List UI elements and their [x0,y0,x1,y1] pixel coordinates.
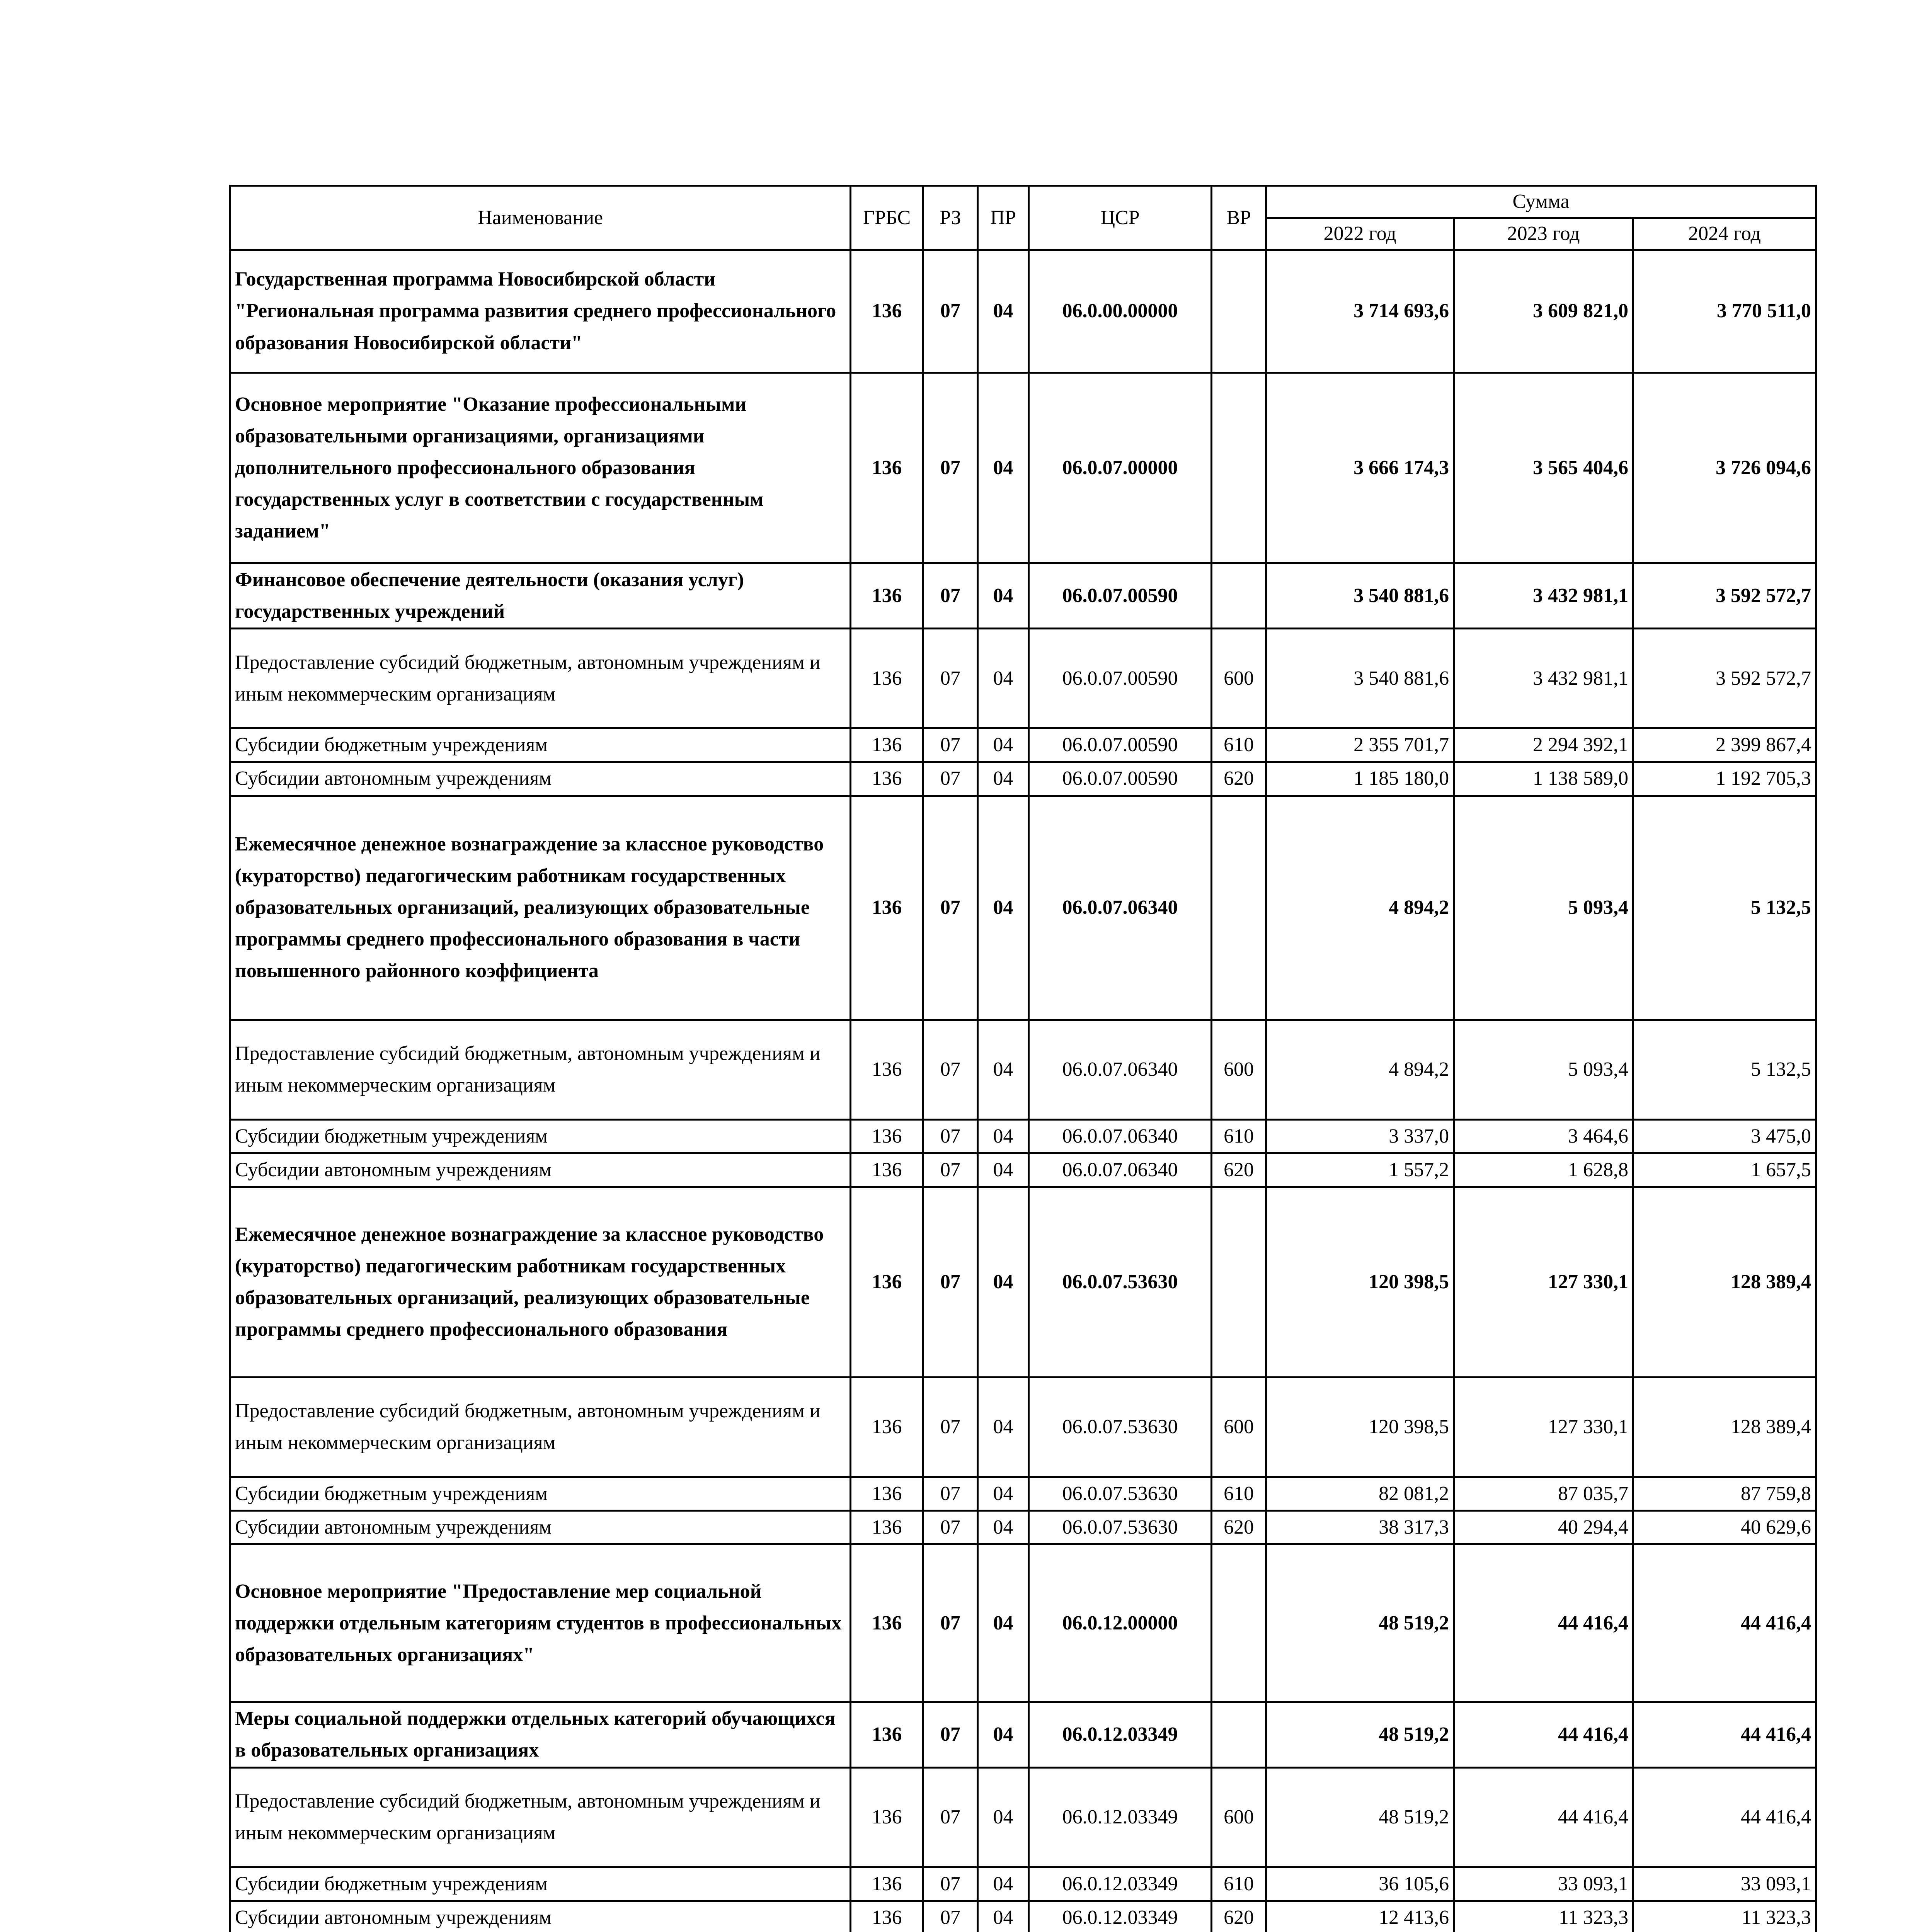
cell-grbs: 136 [851,1867,923,1901]
cell-grbs: 136 [851,629,923,728]
cell-v2022: 1 185 180,0 [1266,762,1454,796]
cell-vr: 600 [1212,1377,1266,1477]
table-row [230,1153,1816,1187]
cell-grbs: 136 [851,1020,923,1119]
header-vr: ВР [1212,186,1266,250]
table-row [230,1511,1816,1544]
header-grbs: ГРБС [851,186,923,250]
cell-name: Основное мероприятие "Оказание профессиональными образовательными организациями, организациями дополнительного профессионального образования государственных услуг в соответствии с государственным заданием" [230,373,851,563]
cell-v2022: 4 894,2 [1266,796,1454,1020]
cell-rz: 07 [923,1767,977,1867]
cell-rz: 07 [923,1477,977,1510]
cell-vr: 610 [1212,1477,1266,1510]
cell-v2024: 33 093,1 [1633,1867,1816,1901]
cell-grbs: 136 [851,728,923,762]
cell-vr [1212,563,1266,629]
cell-csr: 06.0.07.53630 [1029,1511,1212,1544]
cell-v2023: 2 294 392,1 [1454,728,1633,762]
cell-vr: 610 [1212,1867,1266,1901]
cell-v2023: 127 330,1 [1454,1187,1633,1377]
cell-pr: 04 [978,1767,1029,1867]
cell-v2022: 48 519,2 [1266,1767,1454,1867]
cell-csr: 06.0.12.03349 [1029,1867,1212,1901]
table-row [230,250,1816,373]
cell-rz: 07 [923,728,977,762]
cell-name: Предоставление субсидий бюджетным, автономным учреждениям и иным некоммерческим организациям [230,1767,851,1867]
cell-vr: 600 [1212,1767,1266,1867]
table-row [230,629,1816,728]
cell-v2023: 5 093,4 [1454,1020,1633,1119]
cell-csr: 06.0.07.00000 [1029,373,1212,563]
cell-name: Субсидии бюджетным учреждениям [230,1477,851,1510]
cell-rz: 07 [923,563,977,629]
table-row [230,1544,1816,1702]
cell-v2024: 128 389,4 [1633,1187,1816,1377]
cell-name: Субсидии автономным учреждениям [230,1901,851,1932]
cell-rz: 07 [923,250,977,373]
cell-vr: 600 [1212,1020,1266,1119]
cell-rz: 07 [923,1867,977,1901]
cell-pr: 04 [978,728,1029,762]
cell-pr: 04 [978,563,1029,629]
cell-csr: 06.0.07.00590 [1029,728,1212,762]
table-row [230,1020,1816,1119]
cell-v2023: 87 035,7 [1454,1477,1633,1510]
cell-vr: 620 [1212,762,1266,796]
cell-vr: 610 [1212,1119,1266,1153]
cell-csr: 06.0.12.03349 [1029,1702,1212,1767]
cell-vr [1212,1544,1266,1702]
cell-v2023: 5 093,4 [1454,796,1633,1020]
cell-vr: 620 [1212,1153,1266,1187]
cell-csr: 06.0.12.00000 [1029,1544,1212,1702]
cell-name: Субсидии автономным учреждениям [230,762,851,796]
table-row [230,1767,1816,1867]
cell-vr [1212,1187,1266,1377]
cell-pr: 04 [978,1377,1029,1477]
table-row [230,762,1816,796]
table-row [230,1867,1816,1901]
cell-pr: 04 [978,1187,1029,1377]
cell-name: Финансовое обеспечение деятельности (оказания услуг) государственных учреждений [230,563,851,629]
cell-v2023: 127 330,1 [1454,1377,1633,1477]
cell-csr: 06.0.07.06340 [1029,796,1212,1020]
cell-v2023: 11 323,3 [1454,1901,1633,1932]
cell-vr [1212,250,1266,373]
cell-v2023: 3 432 981,1 [1454,563,1633,629]
cell-name: Основное мероприятие "Предоставление мер социальной поддержки отдельным категориям студентов в профессиональных образовательных организациях" [230,1544,851,1702]
cell-v2024: 3 726 094,6 [1633,373,1816,563]
cell-name: Субсидии автономным учреждениям [230,1511,851,1544]
header-csr: ЦСР [1029,186,1212,250]
cell-v2022: 3 540 881,6 [1266,629,1454,728]
cell-rz: 07 [923,796,977,1020]
cell-grbs: 136 [851,1702,923,1767]
cell-name: Предоставление субсидий бюджетным, автономным учреждениям и иным некоммерческим организациям [230,1377,851,1477]
cell-name: Субсидии автономным учреждениям [230,1153,851,1187]
cell-csr: 06.0.07.53630 [1029,1377,1212,1477]
cell-v2022: 12 413,6 [1266,1901,1454,1932]
cell-v2024: 3 592 572,7 [1633,563,1816,629]
cell-csr: 06.0.07.53630 [1029,1477,1212,1510]
cell-pr: 04 [978,1901,1029,1932]
table-row [230,1377,1816,1477]
cell-grbs: 136 [851,373,923,563]
cell-v2023: 44 416,4 [1454,1702,1633,1767]
cell-v2023: 44 416,4 [1454,1767,1633,1867]
cell-v2022: 3 337,0 [1266,1119,1454,1153]
cell-v2024: 5 132,5 [1633,1020,1816,1119]
cell-pr: 04 [978,1119,1029,1153]
cell-grbs: 136 [851,1377,923,1477]
cell-vr: 600 [1212,629,1266,728]
cell-pr: 04 [978,250,1029,373]
cell-pr: 04 [978,373,1029,563]
cell-vr [1212,373,1266,563]
cell-v2024: 1 657,5 [1633,1153,1816,1187]
cell-rz: 07 [923,1020,977,1119]
cell-v2022: 120 398,5 [1266,1187,1454,1377]
cell-v2024: 128 389,4 [1633,1377,1816,1477]
cell-v2022: 3 666 174,3 [1266,373,1454,563]
table-row [230,796,1816,1020]
cell-v2023: 1 138 589,0 [1454,762,1633,796]
cell-grbs: 136 [851,762,923,796]
cell-v2023: 1 628,8 [1454,1153,1633,1187]
cell-grbs: 136 [851,1511,923,1544]
cell-v2022: 3 540 881,6 [1266,563,1454,629]
cell-pr: 04 [978,1544,1029,1702]
cell-v2024: 3 592 572,7 [1633,629,1816,728]
cell-v2023: 3 464,6 [1454,1119,1633,1153]
header-2022: 2022 год [1266,218,1454,250]
cell-grbs: 136 [851,1901,923,1932]
cell-grbs: 136 [851,1767,923,1867]
cell-rz: 07 [923,762,977,796]
table-row [230,373,1816,563]
cell-pr: 04 [978,1702,1029,1767]
cell-name: Меры социальной поддержки отдельных категорий обучающихся в образовательных организациях [230,1702,851,1767]
cell-csr: 06.0.07.00590 [1029,629,1212,728]
cell-pr: 04 [978,1477,1029,1510]
cell-rz: 07 [923,1901,977,1932]
cell-v2022: 36 105,6 [1266,1867,1454,1901]
cell-v2024: 5 132,5 [1633,796,1816,1020]
cell-grbs: 136 [851,1153,923,1187]
cell-csr: 06.0.07.00590 [1029,762,1212,796]
table-row [230,1477,1816,1510]
header-sum: Сумма [1266,186,1816,218]
cell-v2024: 11 323,3 [1633,1901,1816,1932]
cell-name: Предоставление субсидий бюджетным, автономным учреждениям и иным некоммерческим организациям [230,1020,851,1119]
header-rz: РЗ [923,186,977,250]
cell-rz: 07 [923,1187,977,1377]
cell-csr: 06.0.00.00000 [1029,250,1212,373]
cell-name: Ежемесячное денежное вознаграждение за классное руководство (кураторство) педагогическим работникам государственных образовательных организаций, реализующих образовательные программы среднего профессионального образования в части повышенного районного коэффициента [230,796,851,1020]
table-body [230,250,1816,1932]
cell-rz: 07 [923,1544,977,1702]
cell-grbs: 136 [851,563,923,629]
cell-v2024: 1 192 705,3 [1633,762,1816,796]
cell-pr: 04 [978,1867,1029,1901]
cell-pr: 04 [978,1511,1029,1544]
cell-name: Ежемесячное денежное вознаграждение за классное руководство (кураторство) педагогическим работникам государственных образовательных организаций, реализующих образовательные программы среднего профессионального образования [230,1187,851,1377]
cell-v2022: 38 317,3 [1266,1511,1454,1544]
table-row [230,1187,1816,1377]
cell-v2022: 1 557,2 [1266,1153,1454,1187]
cell-v2022: 4 894,2 [1266,1020,1454,1119]
cell-v2022: 82 081,2 [1266,1477,1454,1510]
cell-vr [1212,796,1266,1020]
cell-csr: 06.0.12.03349 [1029,1767,1212,1867]
table-row [230,1119,1816,1153]
cell-v2022: 2 355 701,7 [1266,728,1454,762]
table-row [230,1702,1816,1767]
cell-grbs: 136 [851,250,923,373]
cell-pr: 04 [978,1020,1029,1119]
cell-v2024: 3 770 511,0 [1633,250,1816,373]
budget-table [229,185,1817,1932]
table-header [230,186,1816,250]
cell-name: Государственная программа Новосибирской области "Региональная программа развития среднего профессионального образования Новосибирской области" [230,250,851,373]
cell-vr: 610 [1212,728,1266,762]
table-row [230,728,1816,762]
cell-v2023: 3 432 981,1 [1454,629,1633,728]
cell-rz: 07 [923,373,977,563]
cell-grbs: 136 [851,1187,923,1377]
cell-v2023: 33 093,1 [1454,1867,1633,1901]
cell-rz: 07 [923,1702,977,1767]
cell-csr: 06.0.07.53630 [1029,1187,1212,1377]
cell-grbs: 136 [851,1544,923,1702]
cell-pr: 04 [978,796,1029,1020]
cell-rz: 07 [923,1511,977,1544]
cell-v2022: 120 398,5 [1266,1377,1454,1477]
cell-grbs: 136 [851,1477,923,1510]
cell-v2022: 48 519,2 [1266,1702,1454,1767]
cell-rz: 07 [923,629,977,728]
cell-csr: 06.0.12.03349 [1029,1901,1212,1932]
table-row [230,1901,1816,1932]
header-2023: 2023 год [1454,218,1633,250]
cell-v2022: 48 519,2 [1266,1544,1454,1702]
cell-v2024: 44 416,4 [1633,1544,1816,1702]
header-name: Наименование [230,186,851,250]
cell-csr: 06.0.07.06340 [1029,1020,1212,1119]
cell-v2024: 40 629,6 [1633,1511,1816,1544]
cell-v2023: 3 565 404,6 [1454,373,1633,563]
cell-name: Предоставление субсидий бюджетным, автономным учреждениям и иным некоммерческим организациям [230,629,851,728]
cell-vr: 620 [1212,1901,1266,1932]
cell-v2024: 3 475,0 [1633,1119,1816,1153]
cell-rz: 07 [923,1153,977,1187]
header-2024: 2024 год [1633,218,1816,250]
cell-v2024: 44 416,4 [1633,1702,1816,1767]
cell-v2024: 87 759,8 [1633,1477,1816,1510]
cell-rz: 07 [923,1377,977,1477]
cell-name: Субсидии бюджетным учреждениям [230,1119,851,1153]
cell-v2022: 3 714 693,6 [1266,250,1454,373]
cell-v2023: 44 416,4 [1454,1544,1633,1702]
cell-grbs: 136 [851,1119,923,1153]
header-pr: ПР [978,186,1029,250]
cell-v2023: 3 609 821,0 [1454,250,1633,373]
cell-rz: 07 [923,1119,977,1153]
cell-csr: 06.0.07.06340 [1029,1119,1212,1153]
cell-pr: 04 [978,1153,1029,1187]
table-row [230,563,1816,629]
cell-pr: 04 [978,762,1029,796]
cell-name: Субсидии бюджетным учреждениям [230,1867,851,1901]
cell-vr: 620 [1212,1511,1266,1544]
cell-v2023: 40 294,4 [1454,1511,1633,1544]
cell-vr [1212,1702,1266,1767]
cell-pr: 04 [978,629,1029,728]
cell-csr: 06.0.07.00590 [1029,563,1212,629]
cell-v2024: 44 416,4 [1633,1767,1816,1867]
cell-v2024: 2 399 867,4 [1633,728,1816,762]
cell-grbs: 136 [851,796,923,1020]
cell-name: Субсидии бюджетным учреждениям [230,728,851,762]
cell-csr: 06.0.07.06340 [1029,1153,1212,1187]
